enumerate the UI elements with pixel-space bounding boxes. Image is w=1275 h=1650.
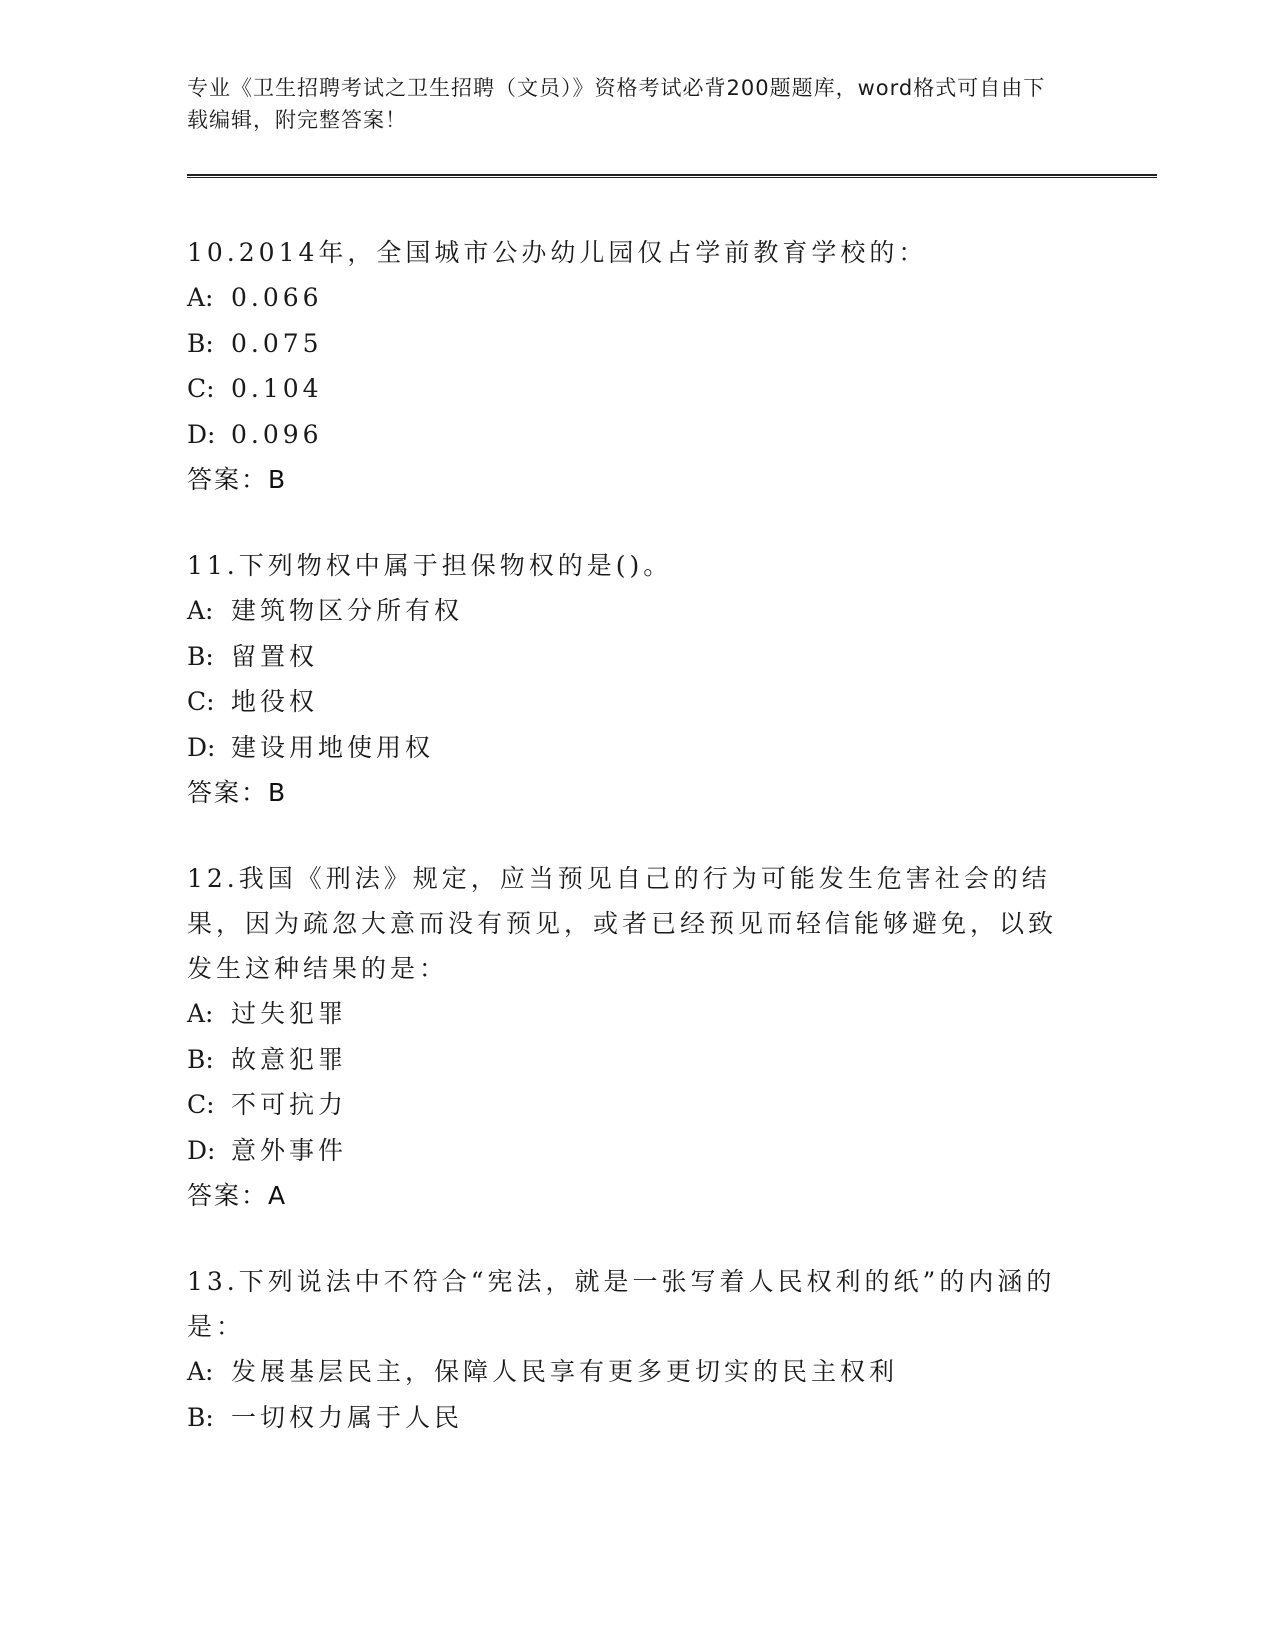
option-a xyxy=(187,1349,1157,1395)
question-stem: 13.下列说法中不符合“宪法，就是一张写着人民权利的纸”的内涵的是： xyxy=(187,1267,1056,1341)
option-letter: C: xyxy=(187,374,215,403)
option-letter: D: xyxy=(187,1135,216,1165)
option-c xyxy=(187,366,1157,412)
option-a xyxy=(187,588,1157,634)
option-b xyxy=(187,1037,1157,1083)
question-stem: 11.下列物权中属于担保物权的是()。 xyxy=(187,551,673,580)
option-letter: B: xyxy=(187,328,214,358)
option-letter: A: xyxy=(187,1357,214,1386)
option-text: 不可抗力 xyxy=(231,1090,348,1119)
option-text: 地役权 xyxy=(231,687,319,716)
option-c xyxy=(187,1082,1157,1128)
question-stem: 12.我国《刑法》规定，应当预见自己的行为可能发生危害社会的结果，因为疏忽大意而没有预见，或者已经预见而轻信能够避免，以致发生这种结果的是： xyxy=(187,864,1058,983)
option-letter: A: xyxy=(187,283,214,312)
option-letter: A: xyxy=(187,999,214,1028)
option-text: 建筑物区分所有权 xyxy=(231,596,464,625)
document-header: 专业《卫生招聘考试之卫生招聘（文员）》资格考试必背200题题库，word格式可自由下载编辑，附完整答案！ xyxy=(187,76,1046,132)
option-d xyxy=(187,1128,1157,1174)
option-letter: D: xyxy=(187,732,216,762)
option-text: 建设用地使用权 xyxy=(231,732,435,762)
question-stem: 10.2014年，全国城市公办幼儿园仅占学前教育学校的： xyxy=(187,238,928,267)
document-page xyxy=(187,72,1157,1440)
option-d xyxy=(187,725,1157,771)
option-a xyxy=(187,991,1157,1037)
option-letter: C: xyxy=(187,1090,215,1119)
question-11 xyxy=(187,543,1157,815)
answer: 答案：B xyxy=(187,778,288,807)
question-12 xyxy=(187,856,1157,1218)
option-letter: B: xyxy=(187,641,214,671)
option-text: 0.104 xyxy=(231,374,323,403)
answer: 答案：A xyxy=(187,1181,288,1210)
option-a xyxy=(187,275,1157,321)
option-text: 过失犯罪 xyxy=(231,999,348,1028)
option-text: 意外事件 xyxy=(231,1135,348,1165)
option-text: 0.066 xyxy=(231,283,323,312)
option-b xyxy=(187,634,1157,680)
option-c xyxy=(187,679,1157,725)
header-divider xyxy=(187,174,1157,178)
option-letter: C: xyxy=(187,687,215,716)
option-text: 发展基层民主，保障人民享有更多更切实的民主权利 xyxy=(231,1357,899,1386)
option-text: 故意犯罪 xyxy=(231,1044,348,1074)
answer: 答案：B xyxy=(187,465,288,494)
option-b xyxy=(187,1395,1157,1441)
option-text: 0.075 xyxy=(231,328,323,358)
option-text: 留置权 xyxy=(231,641,319,671)
option-letter: B: xyxy=(187,1402,214,1432)
option-d xyxy=(187,412,1157,458)
option-letter: B: xyxy=(187,1044,214,1074)
question-13 xyxy=(187,1259,1157,1440)
option-b xyxy=(187,321,1157,367)
option-text: 0.096 xyxy=(231,419,323,449)
option-text: 一切权力属于人民 xyxy=(231,1402,464,1432)
question-10 xyxy=(187,230,1157,502)
option-letter: D: xyxy=(187,419,216,449)
option-letter: A: xyxy=(187,596,214,625)
